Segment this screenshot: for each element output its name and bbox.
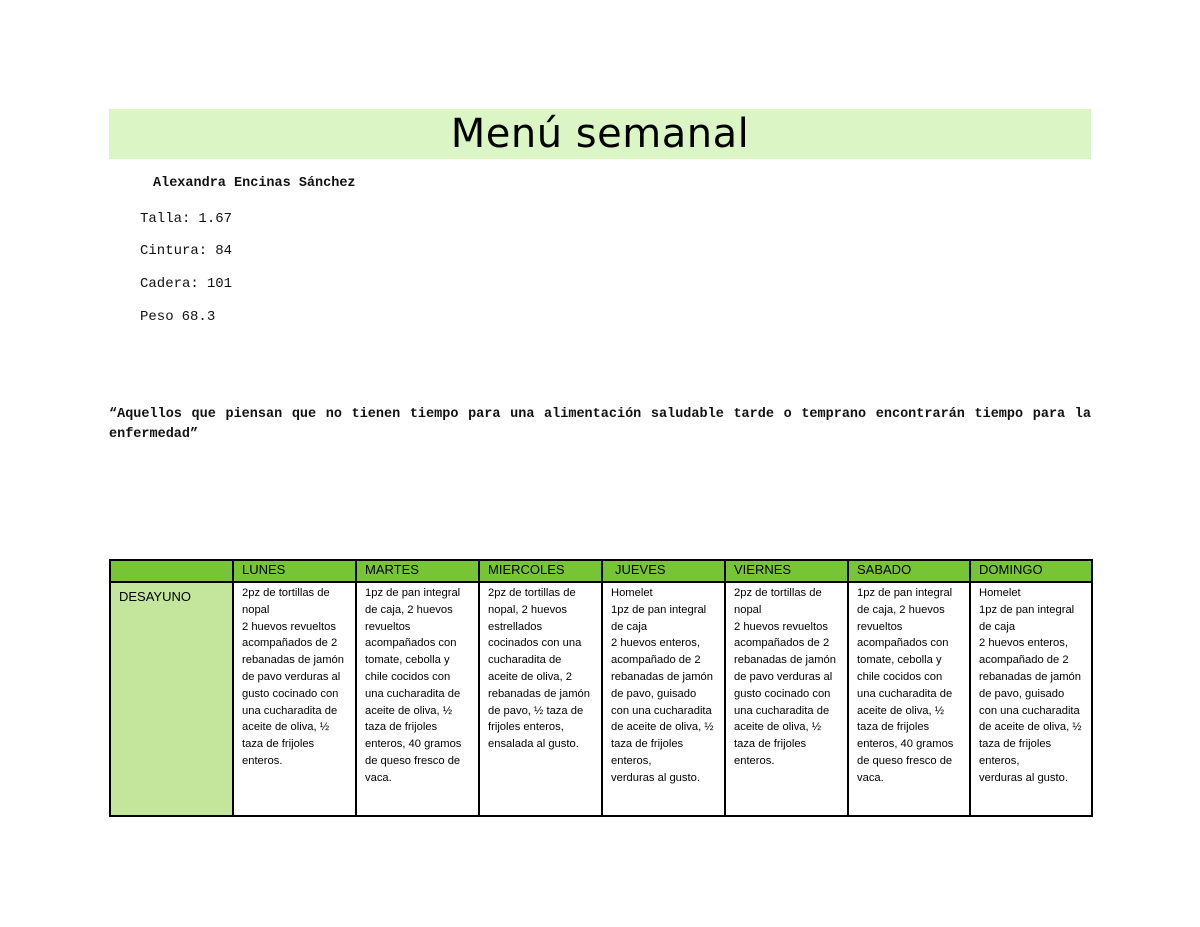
- table-row: [110, 582, 1092, 816]
- page-title: Menú semanal: [450, 111, 750, 157]
- menu-cell: 2pz de tortillas de nopal 2 huevos revueltos acompañados de 2 rebanadas de jamón de pavo verduras al gusto cocinado con una cucharadita de aceite de oliva, ½ taza de frijoles enteros.: [233, 582, 356, 816]
- menu-cell: Homelet 1pz de pan integral de caja 2 huevos enteros, acompañado de 2 rebanadas de jamón de pavo, guisado con una cucharadita de aceite de oliva, ½ taza de frijoles enteros, verduras al gusto.: [970, 582, 1092, 816]
- stat-value: 1.67: [198, 211, 233, 227]
- header-day: DOMINGO: [970, 560, 1092, 582]
- menu-cell: 1pz de pan integral de caja, 2 huevos revueltos acompañados con tomate, cebolla y chile cocidos con una cucharadita de aceite de oliva, ½ taza de frijoles enteros, 40 gramos de queso fresco de vaca.: [848, 582, 970, 816]
- stat-cintura: [140, 243, 232, 259]
- menu-cell: 2pz de tortillas de nopal, 2 huevos estrellados cocinados con una cucharadita de aceite de oliva, 2 rebanadas de jamón de pavo, ½ taza de frijoles enteros, ensalada al gusto.: [479, 582, 602, 816]
- stat-value: 101: [206, 276, 233, 292]
- quote: “Aquellos que piensan que no tienen tiempo para una alimentación saludable tarde o temprano encontrarán tiempo para la enfermedad”: [109, 407, 1091, 442]
- header-day: SABADO: [848, 560, 970, 582]
- menu-cell: 1pz de pan integral de caja, 2 huevos revueltos acompañados con tomate, cebolla y chile cocidos con una cucharadita de aceite de oliva, ½ taza de frijoles enteros, 40 gramos de queso fresco de vaca.: [356, 582, 479, 816]
- title-band: [109, 109, 1091, 159]
- header-day: MIERCOLES: [479, 560, 602, 582]
- stat-value: 84: [215, 243, 233, 259]
- weekly-menu-table: [109, 559, 1093, 817]
- author-name: Alexandra Encinas Sánchez: [153, 176, 356, 191]
- stat-value: 68.3: [181, 309, 216, 325]
- stat-talla: [140, 211, 232, 227]
- table-header-row: [110, 560, 1092, 582]
- meal-label: DESAYUNO: [110, 582, 233, 816]
- stat-peso: [140, 309, 215, 325]
- stat-label: Cintura:: [140, 243, 208, 259]
- header-day: LUNES: [233, 560, 356, 582]
- header-day: VIERNES: [725, 560, 848, 582]
- header-day: MARTES: [356, 560, 479, 582]
- stat-cadera: [140, 276, 232, 292]
- stat-label: Peso: [140, 309, 174, 325]
- header-corner: [110, 560, 233, 582]
- stat-label: Cadera:: [140, 276, 199, 292]
- stat-label: Talla:: [140, 211, 191, 227]
- header-day: JUEVES: [602, 560, 725, 582]
- menu-cell: Homelet 1pz de pan integral de caja 2 huevos enteros, acompañado de 2 rebanadas de jamón de pavo, guisado con una cucharadita de aceite de oliva, ½ taza de frijoles enteros, verduras al gusto.: [602, 582, 725, 816]
- menu-cell: 2pz de tortillas de nopal 2 huevos revueltos acompañados de 2 rebanadas de jamón de pavo verduras al gusto cocinado con una cucharadita de aceite de oliva, ½ taza de frijoles enteros.: [725, 582, 848, 816]
